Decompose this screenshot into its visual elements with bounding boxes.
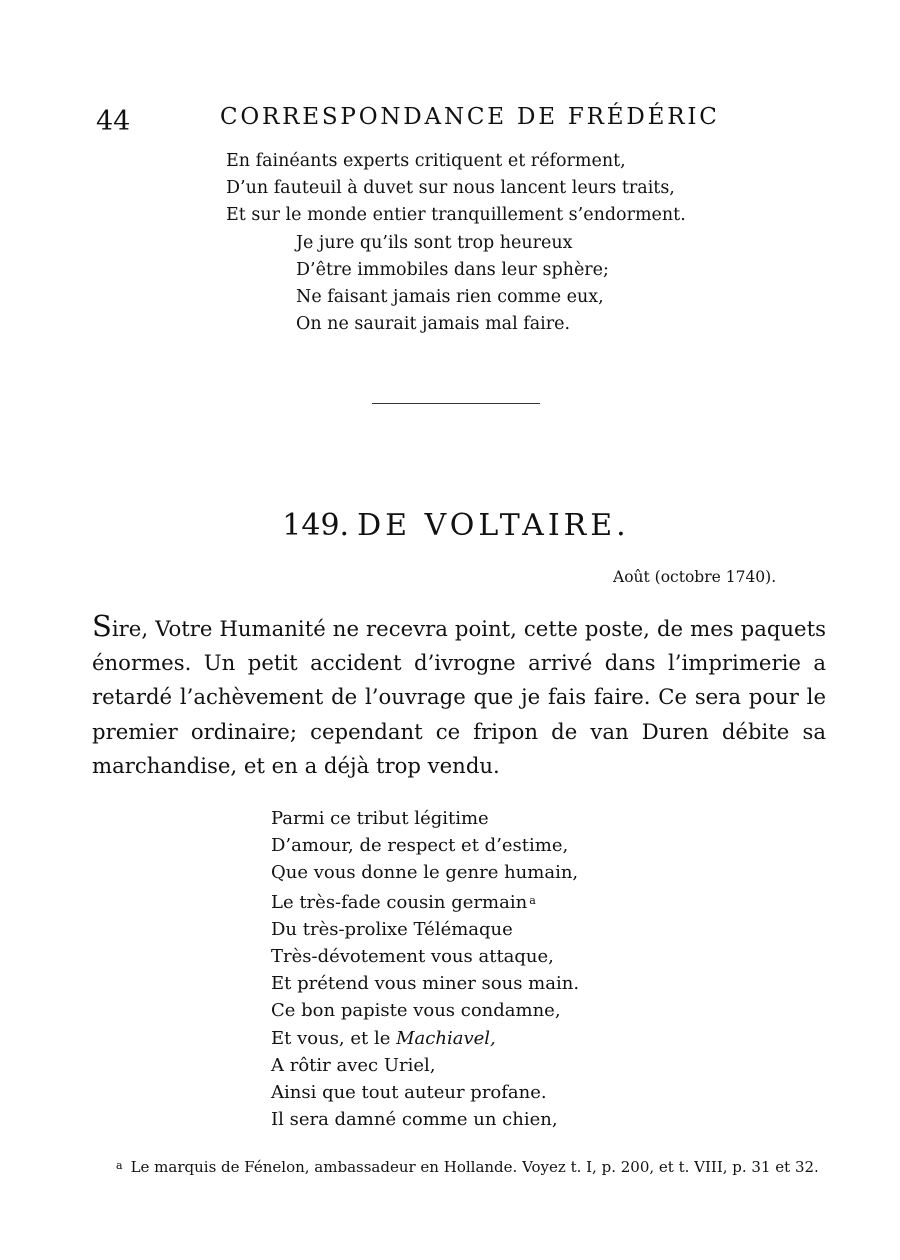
verse-line: Ne faisant jamais rien comme eux, bbox=[296, 287, 604, 308]
verse-line: Du très-prolixe Télémaque bbox=[271, 918, 513, 940]
letter-date: Août (octobre 1740). bbox=[613, 568, 777, 586]
footnote bbox=[116, 1158, 819, 1176]
verse-block-letter bbox=[271, 805, 579, 1133]
verse-line: Et sur le monde entier tranquillement s’endorment. bbox=[226, 205, 686, 226]
verse-line: Il sera damné comme un chien, bbox=[271, 1109, 558, 1131]
footnote-text: Le marquis de Fénelon, ambassadeur en Hollande. Voyez t. I, p. 200, et t. VIII, p. 31 et 32. bbox=[130, 1158, 819, 1176]
letter-heading bbox=[0, 508, 900, 543]
letter-number: 149. bbox=[282, 508, 350, 543]
verse-line: Je jure qu’ils sont trop heureux bbox=[296, 232, 573, 253]
verse-line bbox=[271, 887, 579, 916]
verse-block-top bbox=[226, 148, 686, 338]
footnote-marker: a bbox=[116, 1159, 123, 1172]
verse-line: Ainsi que tout auteur profane. bbox=[271, 1082, 547, 1104]
letter-body-text: ire, Votre Humanité ne recevra point, cette poste, de mes paquets énormes. Un petit accident d’ivrogne arrivé dans l’imprimerie a retardé l’achèvement de l’ouvrage que je fais faire. Ce sera pour le premier ordinaire; cependant ce fripon de van Duren débite sa marchandise, et en a déjà trop vendu. bbox=[92, 616, 826, 778]
running-title: CORRESPONDANCE DE FRÉDÉRIC bbox=[220, 104, 720, 130]
verse-line: Et prétend vous miner sous main. bbox=[271, 973, 580, 995]
verse-line: Très-dévotement vous attaque, bbox=[271, 946, 554, 968]
verse-line: Que vous donne le genre humain, bbox=[271, 862, 579, 884]
letter-title: DE VOLTAIRE. bbox=[357, 508, 630, 543]
initial-letter: S bbox=[92, 609, 112, 643]
verse-line: Ce bon papiste vous condamne, bbox=[271, 1000, 561, 1022]
verse-line-text: Le très-fade cousin germain bbox=[271, 891, 528, 913]
page-number: 44 bbox=[96, 106, 131, 137]
verse-line: On ne saurait jamais mal faire. bbox=[296, 314, 571, 335]
verse-line-text: Et vous, et le bbox=[271, 1027, 391, 1049]
verse-line: A rôtir avec Uriel, bbox=[271, 1054, 436, 1076]
letter-body bbox=[92, 609, 826, 783]
verse-line: En fainéants experts critiquent et réforment, bbox=[226, 151, 626, 171]
verse-line: D’un fauteuil à duvet sur nous lancent leurs traits, bbox=[226, 178, 675, 199]
italic-title: Machiavel, bbox=[396, 1027, 496, 1049]
verse-line bbox=[271, 1025, 579, 1052]
verse-line: D’être immobiles dans leur sphère; bbox=[296, 259, 609, 280]
section-divider bbox=[372, 403, 540, 404]
footnote-reference: a bbox=[529, 893, 536, 907]
verse-line: D’amour, de respect et d’estime, bbox=[271, 835, 569, 857]
verse-line: Parmi ce tribut légitime bbox=[271, 808, 489, 829]
